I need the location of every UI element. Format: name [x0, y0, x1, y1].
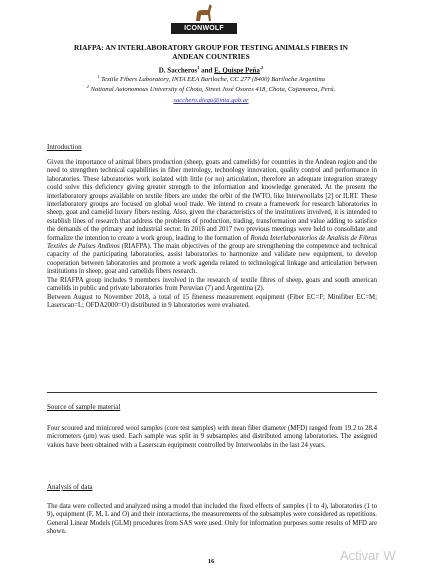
author-2: E. Quispe Peña	[214, 66, 260, 75]
introduction-heading: Introduction	[47, 143, 82, 151]
introduction-body	[47, 159, 377, 310]
logo-wordmark: ICONWOLF	[171, 23, 237, 34]
analysis-paragraph-1: The data were collected and analyzed using a model that included the fixed effects of samples (1 to 4), laboratories (1 to 9), equipment (F, M, L and O) and their interactions, the measurements of the subsamples were considered as repetitions. General Linear Models (GLM) procedures from SAS were used. Only for information purposes some results of MFD are shown.	[47, 503, 377, 536]
iconwolf-logo	[171, 4, 237, 36]
source-body	[47, 425, 377, 450]
section-divider	[47, 392, 377, 393]
affiliation-1-text: Textile Fibers Laboratory, INTA EEA Bariloche, CC 277 (8400) Bariloche Argentina	[100, 76, 325, 84]
paper-title	[30, 43, 392, 61]
group-name-italic: Ronda Interlaboratorios de Analisis de Fibras Textiles de Países Andinos	[47, 234, 377, 251]
author-1: D. Saccheros	[158, 66, 198, 75]
affiliation-2-marker: 2	[86, 84, 89, 89]
affiliation-2-text: National Autonomous University of Chota, Street José Osores 418, Chota, Cajamarca, Perú.	[90, 86, 336, 94]
source-paragraph-1: Four scoured and minicored wool samples (core test samples) with mean fiber diameter (MFD) ranged from 19.2 to 28.4 micrometers (μm) was used. Each sample was split in 9 subsamples and distributed among laboratories. The assigned values have been obtained with a Laserscan equipment controlled by Interwoolabs in the last 24 years.	[47, 425, 377, 449]
source-heading: Source of sample material	[47, 403, 121, 411]
affiliation-1-marker: 1	[97, 74, 100, 79]
title-line-2: ANDEAN COUNTRIES	[172, 52, 250, 61]
llama-icon	[193, 4, 215, 22]
introduction-paragraph-1: Given the importance of animal fibers production (sheep, goats and camelids) for countries in the Andean region and the need to strengthen technical capabilities in fiber metrology, technology innovation, quality control and performance in laboratories. These laboratories work isolated with little (or no) articulation, therefore an adequate integration strategy could solve this deficiency giving greater strength to the information and knowledge generated. At the present the interlaboratory groups available on textile fibers are under the orbit of the IWTO, like Interwoollabs [2] or ILRT. These interlaboratory groups are focused on global wool trade. We intend to create a framework for research laboratories in sheep, goat and camelid luxury fibers testing. Also, given the characteristics of the institutions involved, it is intended to establish lines of research that address the problems of production, trading, transformation and value adding to satisfice the demands of the primary and industrial sector. In 2016 and 2017 two previous meetings were held to consolidate and formalize the intention to create a work group, leading to the formation of Ronda Interlaboratorios de Analisis de Fibras Textiles de Países Andinos (RIAFPA). The main objectives of the group are strengthening the competence and technical capacity of the participating laboratories, assist laboratories to harmonize and validate new equipment, to develop cooperation between laboratories and promote a work agenda related to technological linkage and articulation between institutions in sheep, goat and camelids fibers research.	[47, 159, 377, 276]
analysis-body	[47, 503, 377, 537]
author-2-affiliation: .2	[259, 65, 264, 70]
author-1-affiliation: 1	[197, 65, 200, 70]
activation-watermark: Activar W	[340, 548, 396, 563]
authors-conjunction: and	[199, 66, 215, 75]
introduction-paragraph-2: The RIAFPA group includes 9 members involved in the research of textile fibres of sheep, goats and south american camelids in public and private laboratories from Peruvian (7) and Argentina (2).	[47, 276, 377, 293]
page-number: 16	[207, 558, 215, 565]
title-line-1: RIAFPA: AN INTERLABORATORY GROUP FOR TESTING ANIMALS FIBERS IN	[73, 43, 349, 52]
introduction-paragraph-3: Between August to November 2018, a total of 15 fineness measurement equipment (Fiber EC=F; Minifiber EC=M; Laserscan=L; OFDA2000=O) distributed in 9 laboratories were evaluated.	[47, 293, 377, 309]
contact-email-link[interactable]: sacchero.diego@inta.gob.ar	[173, 97, 249, 104]
affiliation-2	[40, 82, 382, 94]
analysis-heading: Analysis of data	[47, 483, 93, 491]
